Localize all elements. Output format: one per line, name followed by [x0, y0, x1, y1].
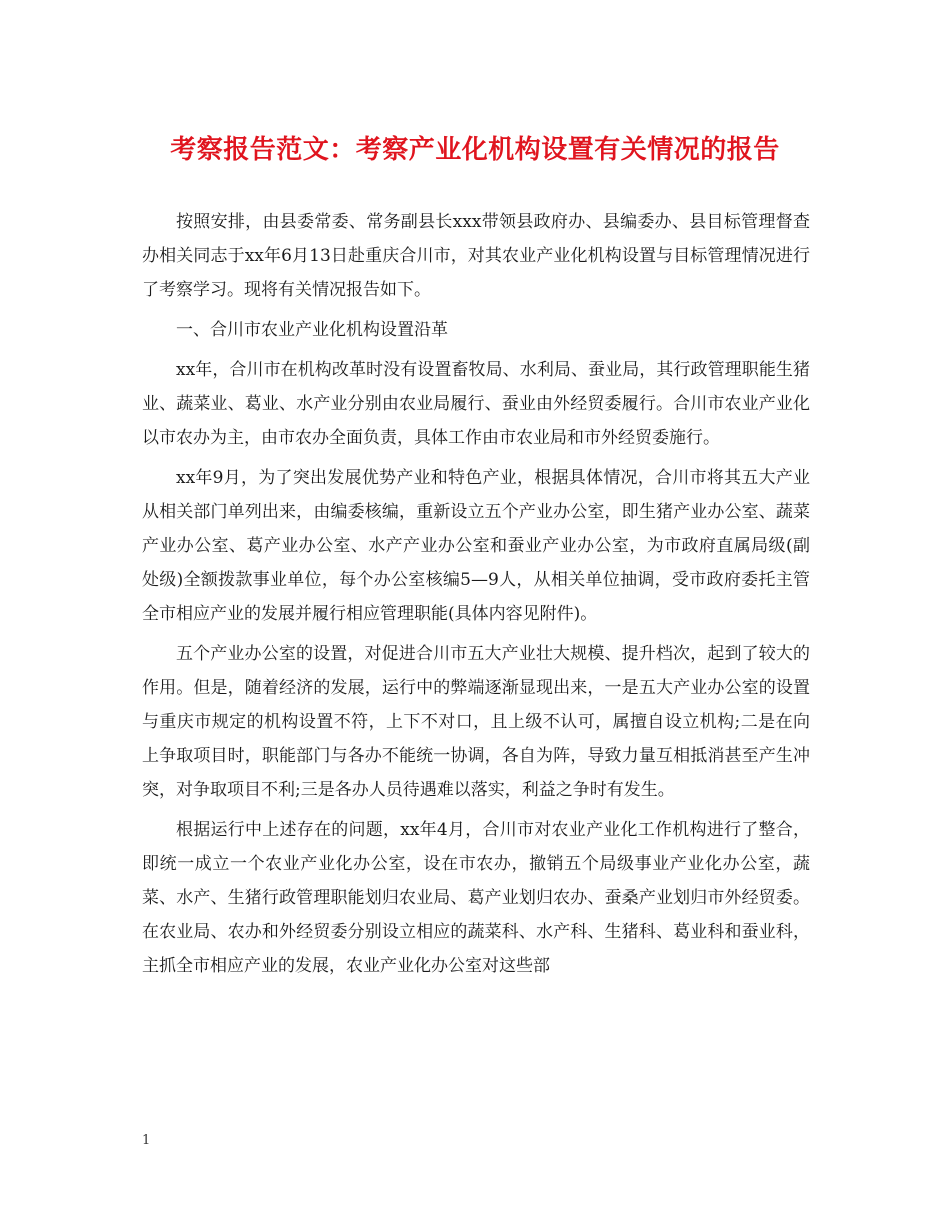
page-number: 1	[142, 1133, 151, 1148]
paragraph-intro: 按照安排，由县委常委、常务副县长xxx带领县政府办、县编委办、县目标管理督查办相关同志于xx年6月13日赴重庆合川市，对其农业产业化机构设置与目标管理情况进行了考察学习。现将有关情况报告如下。	[142, 212, 810, 300]
section-heading: 一、合川市农业产业化机构设置沿革	[176, 320, 448, 340]
paragraph: xx年9月，为了突出发展优势产业和特色产业，根据具体情况，合川市将其五大产业从相关部门单列出来，由编委核编，重新设立五个产业办公室，即生猪产业办公室、蔬菜产业办公室、葛产业办公室、水产产业办公室和蚕业产业办公室，为市政府直属局级(副处级)全额拨款事业单位，每个办公室核编5—9人，从相关单位抽调，受市政府委托主管全市相应产业的发展并履行相应管理职能(具体内容见附件)。	[142, 468, 810, 624]
paragraph: 根据运行中上述存在的问题，xx年4月，合川市对农业产业化工作机构进行了整合，即统一成立一个农业产业化办公室，设在市农办，撤销五个局级事业产业化办公室，蔬菜、水产、生猪行政管理职能划归农业局、葛产业划归农办、蚕桑产业划归市外经贸委。在农业局、农办和外经贸委分别设立相应的蔬菜科、水产科、生猪科、葛业科和蚕业科，主抓全市相应产业的发展，农业产业化办公室对这些部	[142, 820, 810, 976]
paragraph: xx年，合川市在机构改革时没有设置畜牧局、水利局、蚕业局，其行政管理职能生猪业、蔬菜业、葛业、水产业分别由农业局履行、蚕业由外经贸委履行。合川市农业产业化以市农办为主，由市农办全面负责，具体工作由市农业局和市外经贸委施行。	[142, 360, 810, 448]
document-body	[142, 205, 810, 989]
paragraph: 五个产业办公室的设置，对促进合川市五大产业壮大规模、提升档次，起到了较大的作用。但是，随着经济的发展，运行中的弊端逐渐显现出来，一是五大产业办公室的设置与重庆市规定的机构设置不符，上下不对口，且上级不认可，属擅自设立机构;二是在向上争取项目时，职能部门与各办不能统一协调，各自为阵，导致力量互相抵消甚至产生冲突，对争取项目不利;三是各办人员待遇难以落实，利益之争时有发生。	[142, 644, 810, 800]
page-title: 考察报告范文：考察产业化机构设置有关情况的报告	[170, 135, 780, 165]
